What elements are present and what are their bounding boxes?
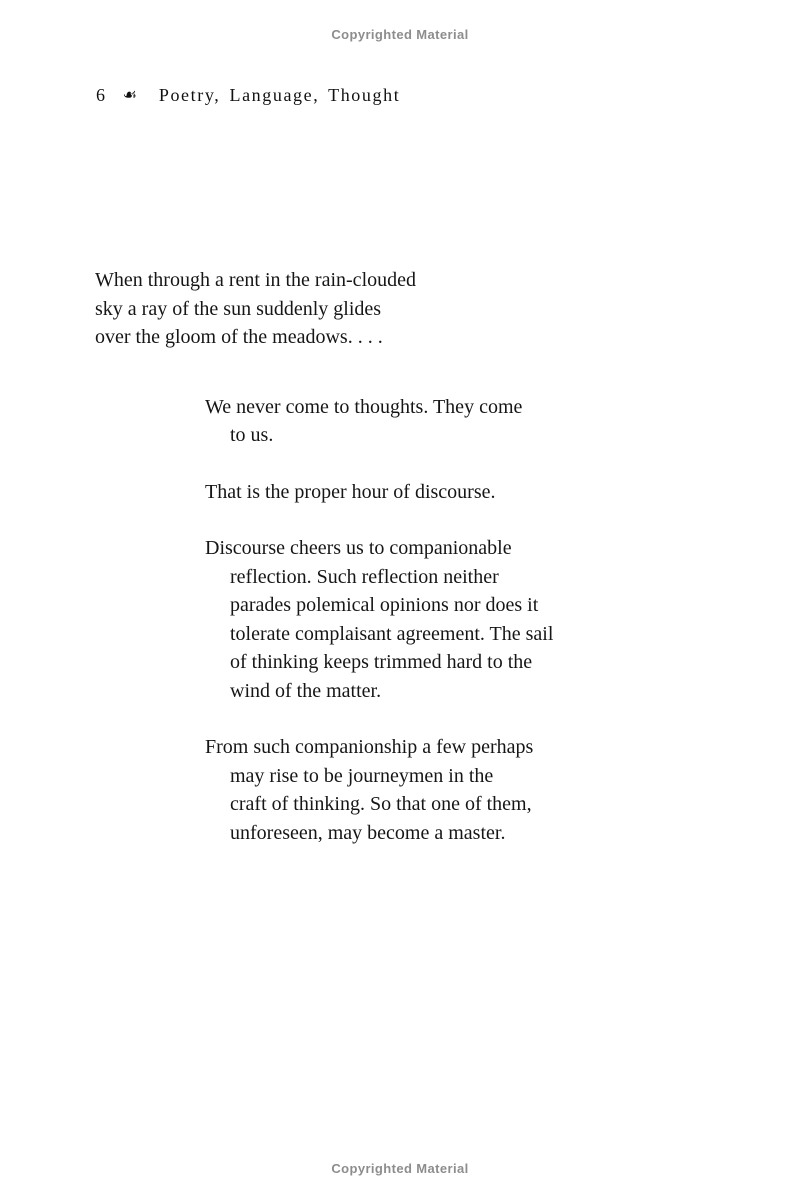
stanza-line: reflection. Such reflection neither bbox=[230, 565, 499, 588]
stanza-5 bbox=[205, 733, 725, 847]
running-title: Poetry, Language, Thought bbox=[158, 85, 401, 105]
copyright-notice-top: Copyrighted Material bbox=[331, 27, 469, 42]
page-header bbox=[96, 85, 400, 106]
stanza-line: to us. bbox=[230, 424, 274, 446]
fleuron-icon: ☙ bbox=[122, 85, 137, 104]
page-number: 6 bbox=[96, 85, 106, 105]
stanza-line: That is the proper hour of discourse. bbox=[205, 480, 496, 503]
stanza-line: may rise to be journeymen in the bbox=[230, 764, 494, 787]
stanza-line: wind of the matter. bbox=[230, 679, 382, 702]
stanza-line: parades polemical opinions nor does it bbox=[230, 594, 539, 616]
stanza-line: of thinking keeps trimmed hard to the bbox=[230, 651, 533, 673]
copyright-notice-bottom: Copyrighted Material bbox=[331, 1161, 469, 1176]
stanza-line: We never come to thoughts. They come bbox=[205, 395, 523, 418]
stanza-line: tolerate complaisant agreement. The sail bbox=[230, 622, 554, 645]
stanza-line: From such companionship a few perhaps bbox=[205, 736, 534, 758]
stanza-line: sky a ray of the sun suddenly glides bbox=[95, 297, 382, 320]
stanza-3 bbox=[205, 478, 725, 507]
stanza-2 bbox=[205, 393, 725, 450]
stanza-line: over the gloom of the meadows. . . . bbox=[95, 326, 383, 348]
stanza-4 bbox=[205, 534, 725, 705]
stanza-line: When through a rent in the rain-clouded bbox=[95, 269, 416, 291]
stanza-line: Discourse cheers us to companionable bbox=[205, 537, 512, 559]
page-body bbox=[95, 266, 725, 847]
stanza-line: unforeseen, may become a master. bbox=[230, 821, 506, 844]
stanza-line: craft of thinking. So that one of them, bbox=[230, 793, 532, 815]
stanza-1 bbox=[95, 266, 725, 352]
